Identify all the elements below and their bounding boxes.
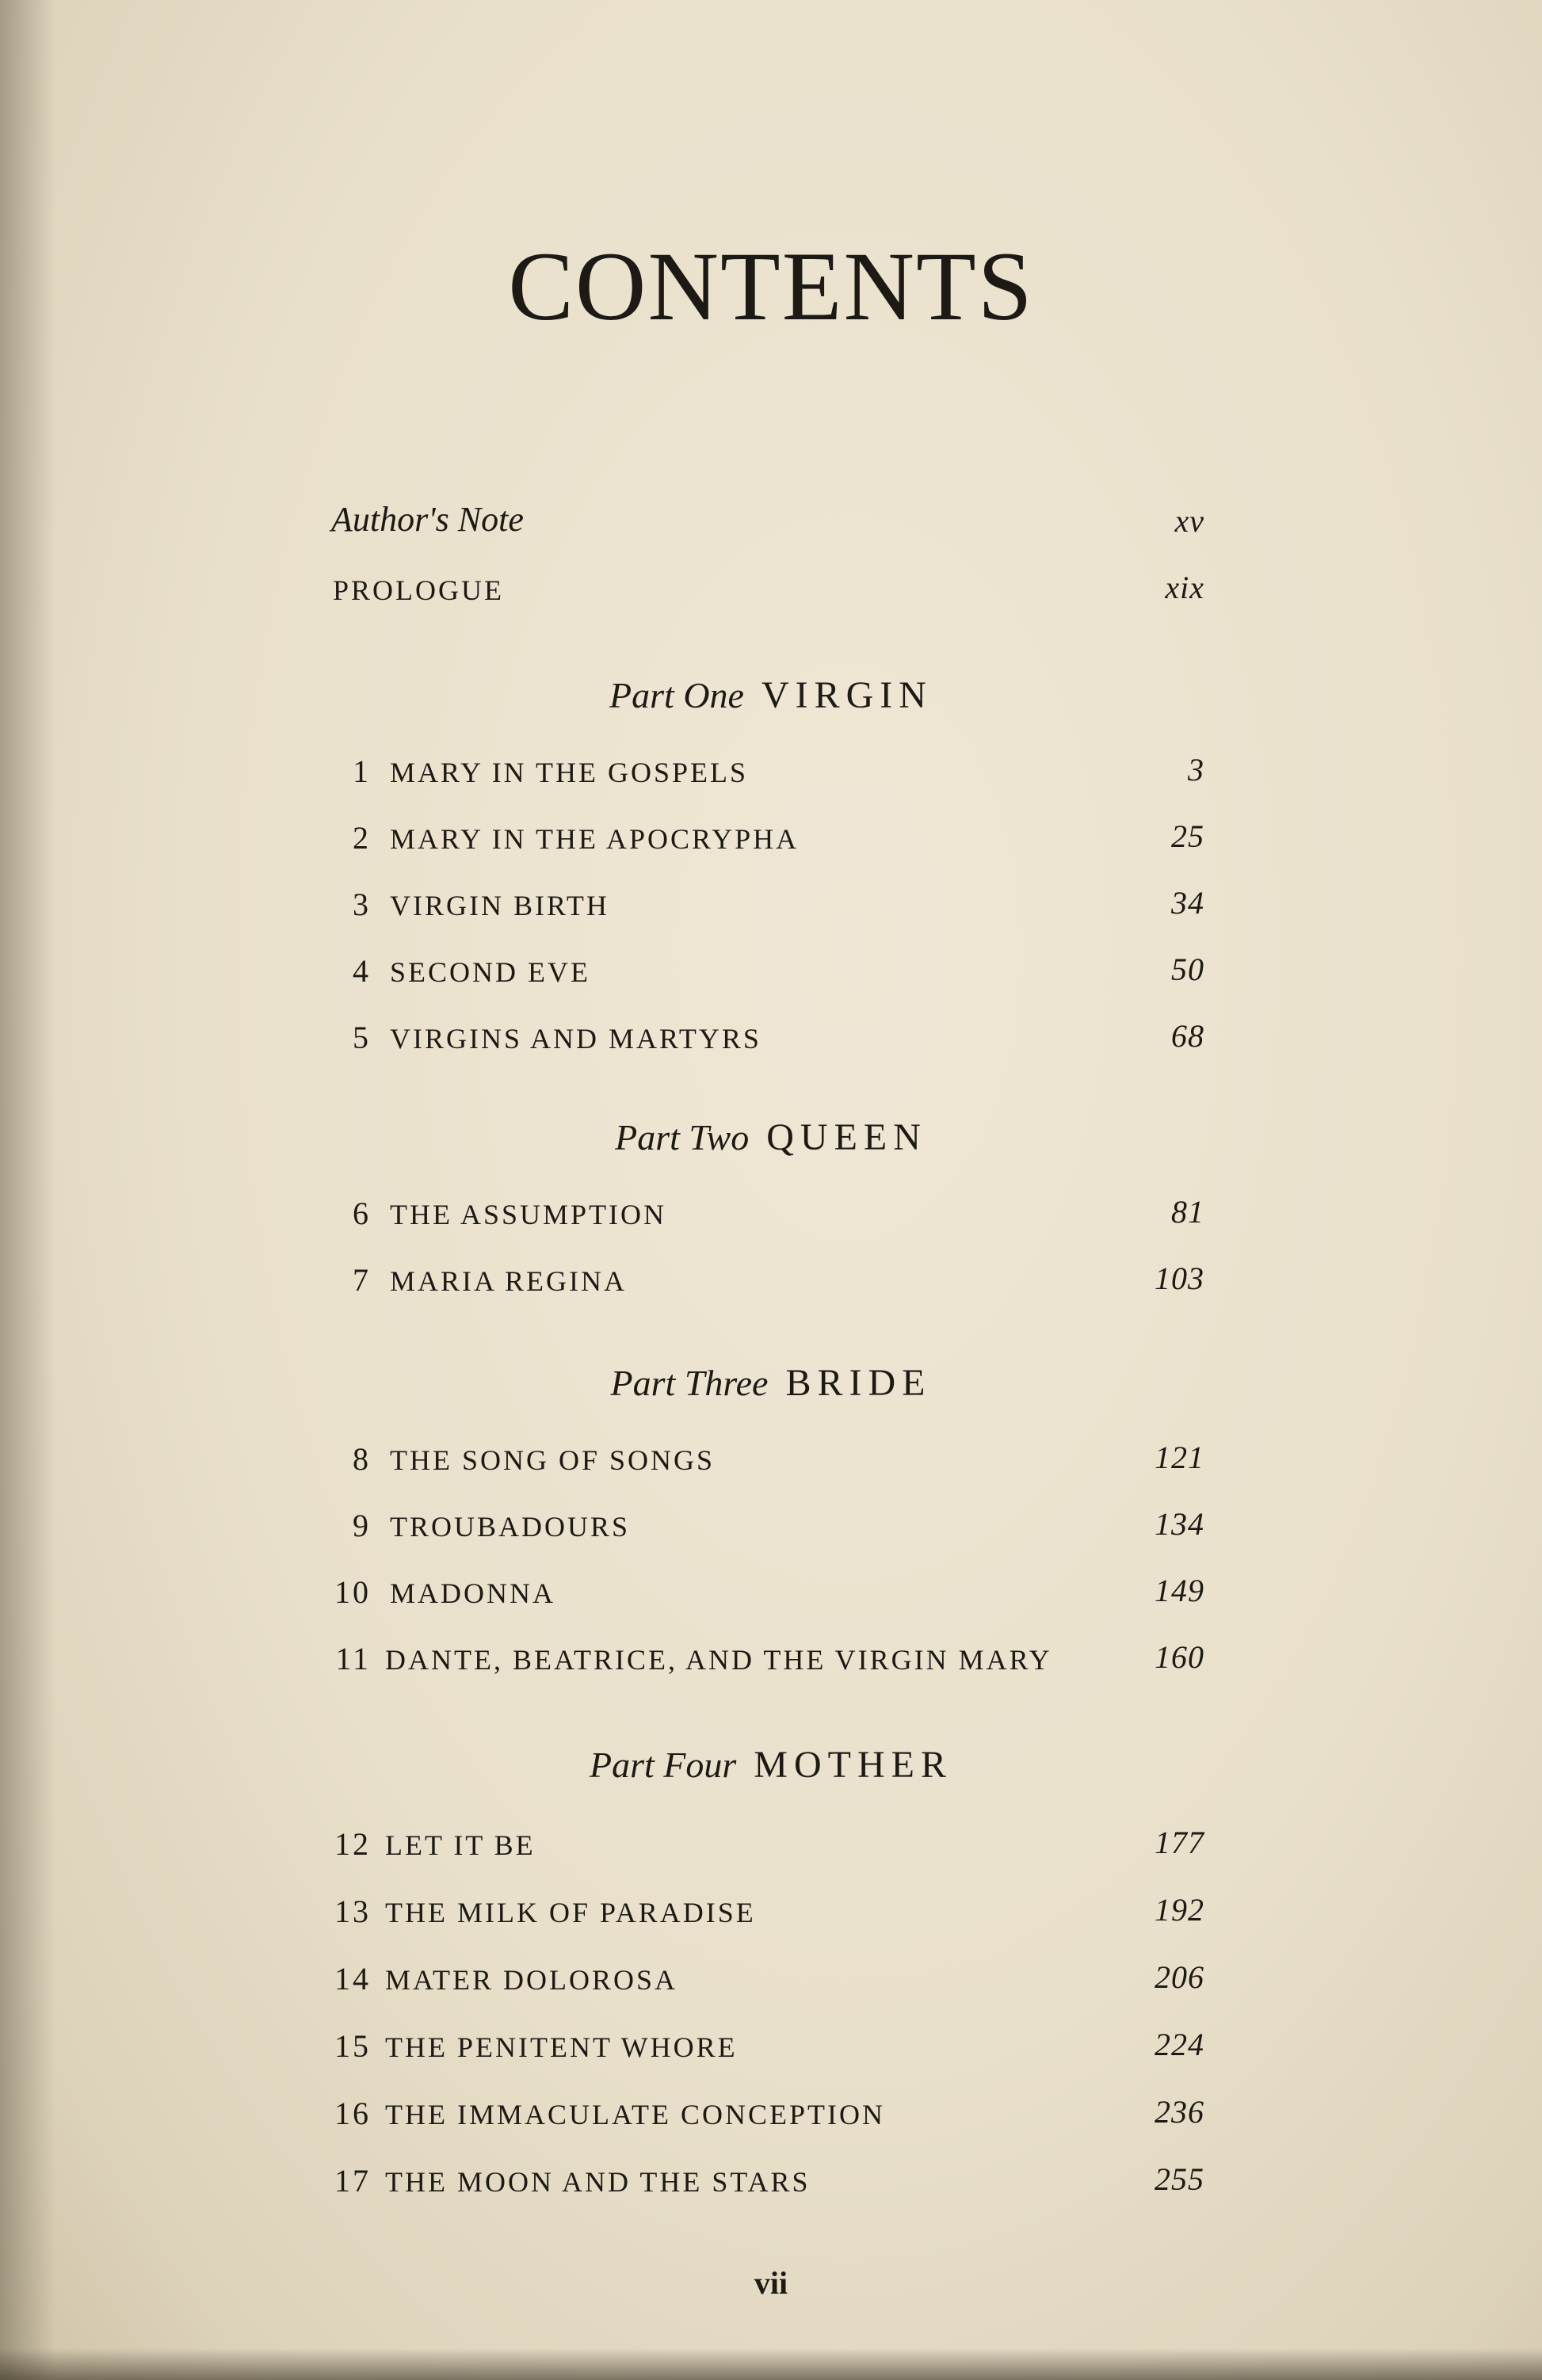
chapter-number: 3 bbox=[353, 887, 371, 922]
part-name: QUEEN bbox=[766, 1116, 927, 1158]
chapter-page: 34 bbox=[1171, 885, 1204, 921]
chapter-number: 15 bbox=[334, 2028, 371, 2064]
chapter-number: 12 bbox=[334, 1826, 371, 1862]
chapter-title: MADONNA bbox=[390, 1577, 555, 1609]
chapter-row bbox=[325, 1188, 1204, 1236]
chapter-title: MARY IN THE GOSPELS bbox=[390, 757, 749, 788]
front-matter-page: xix bbox=[1165, 570, 1204, 605]
part-name: VIRGIN bbox=[761, 674, 933, 716]
chapter-title: MARY IN THE APOCRYPHA bbox=[390, 823, 800, 855]
part-heading-three bbox=[0, 1361, 1542, 1405]
chapter-page: 81 bbox=[1171, 1194, 1204, 1230]
chapter-title: MATER DOLOROSA bbox=[385, 1964, 678, 1996]
part-label: Part Two bbox=[615, 1117, 750, 1158]
front-matter-label: PROLOGUE bbox=[333, 574, 505, 606]
chapter-row bbox=[325, 1634, 1204, 1681]
chapter-number: 2 bbox=[353, 820, 371, 856]
chapter-page: 3 bbox=[1188, 752, 1204, 788]
chapter-row bbox=[325, 1013, 1204, 1060]
chapter-row bbox=[325, 1434, 1204, 1482]
chapter-page: 206 bbox=[1155, 1959, 1204, 1995]
spine-shadow bbox=[0, 0, 55, 2380]
chapter-number: 7 bbox=[353, 1262, 371, 1298]
chapter-row bbox=[325, 2021, 1204, 2069]
chapter-number: 11 bbox=[335, 1641, 371, 1676]
chapter-page: 149 bbox=[1155, 1573, 1204, 1608]
part-label: Part Four bbox=[590, 1745, 737, 1785]
chapter-row bbox=[325, 1255, 1204, 1303]
chapter-page: 68 bbox=[1171, 1018, 1204, 1054]
page-bottom-edge bbox=[0, 2348, 1542, 2380]
chapter-title: LET IT BE bbox=[385, 1829, 536, 1861]
chapter-title: VIRGINS AND MARTYRS bbox=[390, 1023, 761, 1055]
chapter-page: 103 bbox=[1155, 1261, 1204, 1296]
chapter-number: 17 bbox=[334, 2163, 371, 2199]
chapter-row bbox=[325, 946, 1204, 994]
front-matter-prologue bbox=[325, 564, 1204, 612]
chapter-title: THE MILK OF PARADISE bbox=[385, 1897, 756, 1928]
chapter-page: 160 bbox=[1155, 1639, 1204, 1675]
part-heading-two bbox=[0, 1116, 1542, 1159]
chapter-page: 177 bbox=[1155, 1825, 1204, 1860]
chapter-number: 16 bbox=[334, 2096, 371, 2131]
chapter-number: 1 bbox=[353, 753, 371, 789]
chapter-number: 9 bbox=[353, 1508, 371, 1543]
chapter-page: 134 bbox=[1155, 1506, 1204, 1542]
chapter-row bbox=[325, 1954, 1204, 2001]
chapter-row bbox=[325, 1567, 1204, 1615]
chapter-row bbox=[325, 813, 1204, 860]
chapter-page: 255 bbox=[1155, 2161, 1204, 2197]
chapter-page: 224 bbox=[1155, 2027, 1204, 2062]
part-heading-four bbox=[0, 1743, 1542, 1787]
chapter-row bbox=[325, 1819, 1204, 1867]
chapter-page: 121 bbox=[1155, 1440, 1204, 1475]
chapter-page: 192 bbox=[1155, 1892, 1204, 1928]
page-folio: vii bbox=[754, 2265, 788, 2301]
part-label: Part Three bbox=[610, 1363, 769, 1403]
chapter-row bbox=[325, 2156, 1204, 2203]
page-title: CONTENTS bbox=[508, 232, 1034, 341]
chapter-page: 50 bbox=[1171, 952, 1204, 987]
part-name: BRIDE bbox=[785, 1362, 932, 1404]
chapter-row bbox=[325, 879, 1204, 927]
chapter-page: 236 bbox=[1155, 2094, 1204, 2130]
chapter-title: VIRGIN BIRTH bbox=[390, 890, 609, 921]
chapter-number: 8 bbox=[353, 1441, 371, 1477]
chapter-number: 4 bbox=[353, 953, 371, 989]
part-name: MOTHER bbox=[754, 1744, 952, 1786]
part-heading-one bbox=[0, 673, 1542, 717]
chapter-title: THE SONG OF SONGS bbox=[390, 1444, 716, 1476]
front-matter-page: xv bbox=[1174, 503, 1204, 539]
front-matter-label: Author's Note bbox=[331, 500, 524, 539]
chapter-title: THE MOON AND THE STARS bbox=[385, 2166, 811, 2198]
chapter-number: 14 bbox=[334, 1961, 371, 1997]
chapter-title: THE ASSUMPTION bbox=[390, 1199, 667, 1230]
front-matter-authors-note bbox=[325, 498, 1204, 545]
chapter-number: 6 bbox=[353, 1196, 371, 1231]
chapter-title: THE PENITENT WHORE bbox=[385, 2031, 738, 2063]
chapter-title: MARIA REGINA bbox=[390, 1265, 628, 1297]
chapter-row bbox=[325, 746, 1204, 794]
chapter-number: 10 bbox=[334, 1574, 371, 1610]
chapter-page: 25 bbox=[1171, 818, 1204, 854]
chapter-row bbox=[325, 1886, 1204, 1934]
part-label: Part One bbox=[609, 675, 744, 715]
chapter-row bbox=[325, 1501, 1204, 1548]
chapter-title: DANTE, BEATRICE, AND THE VIRGIN MARY bbox=[385, 1644, 1052, 1676]
chapter-number: 5 bbox=[353, 1020, 371, 1055]
chapter-title: THE IMMACULATE CONCEPTION bbox=[385, 2099, 885, 2130]
chapter-title: TROUBADOURS bbox=[390, 1511, 631, 1543]
chapter-title: SECOND EVE bbox=[390, 956, 590, 988]
chapter-number: 13 bbox=[334, 1894, 371, 1929]
chapter-row bbox=[325, 2088, 1204, 2136]
